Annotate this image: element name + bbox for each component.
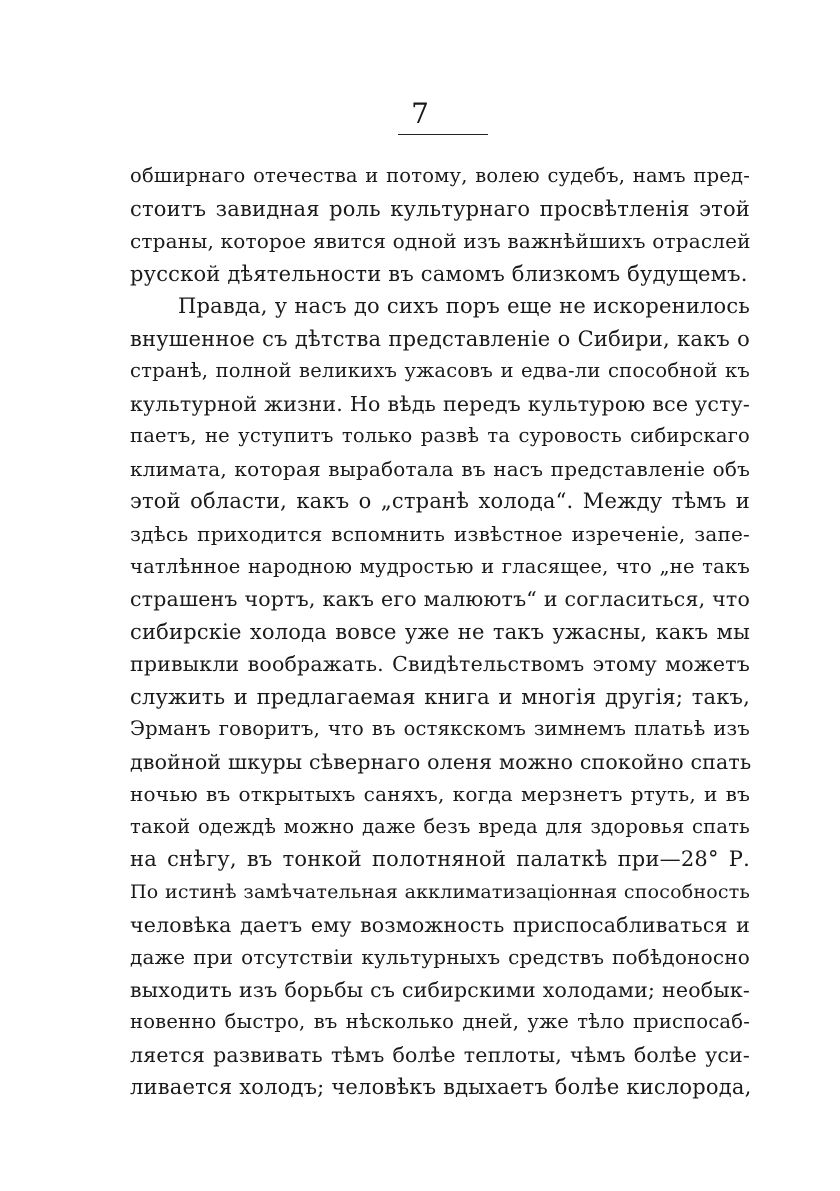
text-line: русской дѣятельности въ самомъ близкомъ будущемъ. — [130, 261, 748, 286]
text-line: Правда, у насъ до сихъ поръ еще не искоренилось — [178, 294, 750, 319]
body-text — [130, 160, 750, 1104]
text-line: на снѣгу, въ тонкой полотняной палаткѣ при—28° Р. — [130, 847, 750, 872]
text-line: Эрманъ говоритъ, что въ остякскомъ зимнемъ платьѣ изъ — [130, 717, 750, 741]
text-line: этой области, какъ о „странѣ холода“. Между тѣмъ и — [130, 489, 750, 514]
page-number: 7 — [411, 97, 429, 130]
text-line: сибирскіе холода вовсе уже не такъ ужасны, какъ мы — [130, 619, 750, 644]
text-line: странѣ, полной великихъ ужасовъ и едва-ли способной къ — [130, 359, 750, 383]
text-line: двойной шкуры сѣвернаго оленя можно спокойно спать — [130, 749, 752, 774]
text-line: новенно быстро, въ нѣсколько дней, уже тѣло приспосаб- — [130, 1010, 750, 1034]
text-line: страшенъ чортъ, какъ его малюютъ“ и согласиться, что — [130, 587, 750, 612]
page-number-rule — [398, 134, 488, 135]
text-line: По истинѣ замѣчательная акклиматизаціонная способность — [130, 881, 750, 904]
text-line: человѣка даетъ ему возможность приспосабливаться и — [130, 912, 750, 937]
text-line: чатлѣнное народною мудростью и гласящее, что „не такъ — [130, 554, 750, 578]
text-line: ливается холодъ; человѣкъ вдыхаетъ болѣе кислорода, — [130, 1075, 752, 1100]
text-line: служить и предлагаемая книга и многія другія; такъ, — [130, 684, 750, 709]
text-line: климата, которая выработала въ насъ представленіе объ — [130, 456, 750, 481]
text-line: внушенное съ дѣтства представленіе о Сибири, какъ о — [130, 326, 750, 351]
text-line: даже при отсутствіи культурныхъ средствъ побѣдоносно — [130, 945, 750, 970]
text-line: ночью въ открытыхъ саняхъ, когда мерзнетъ ртуть, и въ — [130, 782, 750, 807]
text-line: ляется развивать тѣмъ болѣе теплоты, чѣмъ болѣе уси- — [130, 1042, 750, 1067]
text-line: такой одеждѣ можно даже безъ вреда для здоровья спать — [130, 814, 750, 838]
text-line: паетъ, не уступитъ только развѣ та суровость сибирскаго — [130, 424, 750, 448]
text-line: привыкли воображать. Свидѣтельствомъ этому можетъ — [130, 652, 750, 677]
text-line: культурной жизни. Но вѣдь передъ культурою все усту- — [130, 391, 750, 416]
text-line: обширнаго отечества и потому, волею судебъ, намъ пред- — [130, 164, 750, 187]
text-line: выходить изъ борьбы съ сибирскими холодами; необык- — [130, 977, 750, 1002]
text-line: здѣсь приходится вспомнить извѣстное изреченіе, запе- — [130, 522, 750, 547]
text-line: стоитъ завидная роль культурнаго просвѣтленія этой — [130, 196, 750, 221]
text-line: страны, которое явится одной изъ важнѣйшихъ отраслей — [130, 229, 751, 254]
